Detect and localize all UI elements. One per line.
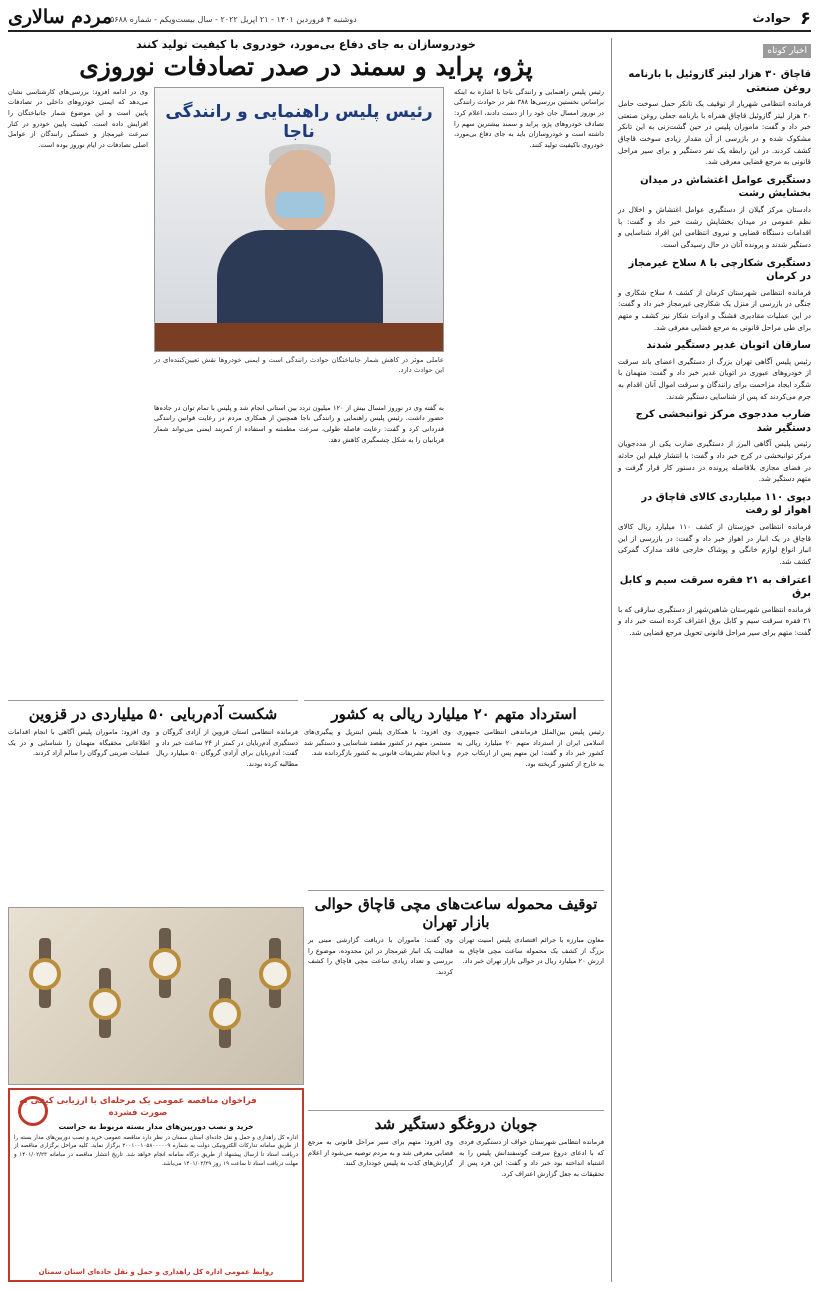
story-body: فرمانده انتظامی استان قزوین از آزادی گروگان و دستگیری آدم‌ربایان در کمتر از ۲۴ ساعت خبر داد و گفت: آدم‌ربایان برای آزادی گروگان ۵۰ میلیارد ریال مطالبه کرده بودند. <box>156 728 298 768</box>
story-body: وی افزود: متهم برای سیر مراحل قانونی به مرجع قضایی معرفی شد و به مردم توصیه می‌شود از اعلام گزارش‌های کذب به پلیس خودداری کنند. <box>308 1138 453 1168</box>
brief-title: دپوی ۱۱۰ میلیاردی کالای قاچاق در اهواز لو رفت <box>641 491 811 517</box>
news-briefs-column <box>611 38 811 1282</box>
brief-title: ضارب مددجوی مرکز توانبخشی کرج دستگیر شد <box>635 409 811 434</box>
lead-body-a: رئیس پلیس راهنمایی و رانندگی ناجا با اشاره به اینکه براساس نخستین بررسی‌ها ۳۸۸ نفر در حوادث رانندگی در نوروز امسال جان خود را از دست دادند، اعلام کرد: تصادف خودروهای پژو، پراید و سمند بیشترین سهم را داشته است و خودروسازان باید به جای دفاع بی‌مورد، خودروی باکیفیت تولید کنند. <box>454 87 604 150</box>
organization-logo-icon <box>18 1096 48 1126</box>
story-title: استرداد متهم ۲۰ میلیارد ریالی به کشور <box>331 705 577 723</box>
photo-mask-shape <box>275 192 325 218</box>
lead-photo <box>154 87 444 352</box>
photo-desk-shape <box>155 323 443 351</box>
brief-body: رئیس پلیس آگاهی البرز از دستگیری ضارب یکی از مددجویان مرکز توانبخشی در کرج خبر داد و گفت: با انتشار فیلم این حادثه در فضای مجازی بلافاصله پرونده در دستور کار قرار گرفت و متهم دستگیر شد. <box>618 439 811 484</box>
main-area <box>8 38 604 712</box>
lead-headline: پژو، پراید و سمند در صدر تصادفات نوروزی <box>79 52 533 81</box>
lead-caption: عاملی موثر در کاهش شمار جانباختگان حوادث رانندگی است و ایمنی خودروها نقش تعیین‌کننده‌ای در این حوادث دارد. <box>154 355 444 375</box>
tender-advertisement <box>8 1088 304 1282</box>
story-title: جوبان دروغگو دستگیر شد <box>374 1115 538 1133</box>
lead-kicker: خودروسازان به جای دفاع بی‌مورد، خودروی با کیفیت تولید کنند <box>136 38 476 51</box>
brief-title: اعتراف به ۲۱ فقره سرقت سیم و کابل برق <box>619 574 811 600</box>
lead-body-c: به گفته وی در نوروز امسال بیش از ۱۲۰ میلیون تردد بین استانی انجام شد و پلیس با تمام توان در جاده‌ها حضور داشت. رئیس پلیس راهنمایی و رانندگی ناجا همچنین از همکاری مردم در رعایت قوانین رانندگی قدردانی کرد و گفت: رعایت فاصله طولی، سرعت مطمئنه و استفاده از کمربند ایمنی می‌تواند شمار قربانیان را به شکل چشمگیری کاهش دهد. <box>154 403 444 444</box>
newspaper-logo: مردم سالاری <box>8 6 113 28</box>
brief-body: فرمانده انتظامی خوزستان از کشف ۱۱۰ میلیارد ریال کالای قاچاق در یک انبار در اهواز خبر داد و گفت: در بازرسی از این انبار انواع لوازم خانگی و پوشاک خارجی فاقد مدارک گمرکی کشف شد. <box>618 521 811 566</box>
ad-body: اداره کل راهداری و حمل و نقل جاده‌ای استان سمنان در نظر دارد مناقصه عمومی خرید و نصب دوربین‌های مدار بسته را از طریق سامانه تدارکات الکترونیکی دولت به شماره ۲۰۰۱۰۰۱۰۵۸۰۰۰۰۰۹ برگزار نماید. کلیه مراحل برگزاری مناقصه از دریافت اسناد تا ارسال پیشنهاد از طریق درگاه سامانه انجام خواهد شد. تاریخ انتشار مناقصه در سامانه ۱۴۰۱/۰۲/۲۳ و مهلت دریافت اسناد تا ساعت ۱۹ روز ۱۴۰۱/۰۲/۲۹ می‌باشد. <box>14 1134 298 1167</box>
watch-icon <box>89 988 121 1020</box>
ad-subtitle: خرید و نصب دوربین‌های مدار بسته مربوط به حراست <box>58 1121 254 1131</box>
brief-body: فرمانده انتظامی شهریار از توقیف یک تانکر حمل سوخت حامل ۳۰ هزار لیتر گازوئیل قاچاق همراه با بارنامه جعلی روغن صنعتی خبر داد و گفت: ماموران پلیس در حین گشت‌زنی به این تانکر مشکوک شده و در بازرسی از آن مقدار زیادی سوخت قاچاق کشف کردند. در این رابطه یک نفر دستگیر و برای سیر مراحل قانونی به مرجع قضایی معرفی شد. <box>618 99 811 167</box>
brief-title: دستگیری شکارچی با ۸ سلاح غیرمجاز در کرمان <box>628 257 811 283</box>
brief-body: رئیس پلیس آگاهی تهران بزرگ از دستگیری اعضای باند سرقت از خودروهای عبوری در اتوبان غدیر خبر داد و گفت: متهمان با شگرد ایجاد مزاحمت برای رانندگان و سرقت اموال آنان اقدام به جرم می‌کردند که پس از شناسایی دستگیر شدند. <box>618 356 811 401</box>
brief-body: دادستان مرکز گیلان از دستگیری عوامل اغتشاش و اخلال در نظم عمومی در میدان بخشایش رشت خبر داد و گفت: با اقدامات دستگاه قضایی و نیروی انتظامی این افراد شناسایی و دستگیر شدند و پرونده آنان در حال رسیدگی است. <box>618 204 811 249</box>
brief-title: سارقان اتوبان غدیر دستگیر شدند <box>646 340 811 352</box>
section-name: حوادث <box>752 11 791 25</box>
date-line: دوشنبه ۴ فروردین ۱۴۰۱ - ۲۱ اپریل ۲۰۲۲ - سال بیست‌ویکم - شماره ۵۶۸۸ <box>110 15 357 24</box>
story-watches <box>308 890 604 977</box>
watches-photo <box>8 907 304 1085</box>
story-body: معاون مبارزه با جرائم اقتصادی پلیس امنیت تهران بزرگ از کشف یک محموله ساعت مچی قاچاق به ارزش ۲۰ میلیارد ریال در حوالی بازار تهران خبر داد. <box>459 936 604 966</box>
lead-story <box>8 87 604 712</box>
photo-head-shape <box>265 150 335 232</box>
story-body: فرمانده انتظامی شهرستان خواف از دستگیری فردی که با ادعای دروغ سرقت گوسفندانش پلیس را به اشتباه انداخته بود خبر داد و گفت: این فرد پس از تحقیقات به جعل گزارش اعتراف کرد. <box>459 1138 604 1178</box>
story-body: وی افزود: ماموران پلیس آگاهی با انجام اقدامات اطلاعاتی مخفیگاه متهمان را شناسایی و در یک عملیات ضربتی گروگان را سالم آزاد کردند. <box>8 728 150 758</box>
story-kidnap <box>8 700 298 769</box>
story-title: توقیف محموله ساعت‌های مچی قاچاق حوالی بازار تهران <box>314 895 598 931</box>
watch-icon <box>149 948 181 980</box>
ad-footer: روابط عمومی اداره کل راهداری و حمل و نقل جاده‌ای استان سمنان <box>38 1268 274 1276</box>
masthead <box>8 8 811 32</box>
story-body: رئیس پلیس بین‌الملل فرماندهی انتظامی جمهوری اسلامی ایران از استرداد متهم ۲۰ میلیارد ریالی به کشور خبر داد و گفت: این متهم پس از ارتکاب جرم به خارج از کشور گریخته بود. <box>457 728 604 768</box>
story-recovery <box>304 700 604 769</box>
watch-icon <box>259 958 291 990</box>
page-number: ۶ <box>800 8 811 29</box>
brief-title: دستگیری عوامل اغتشاش در میدان بخشایش رشت <box>640 174 811 200</box>
briefs-label: اخبار کوتاه <box>763 44 811 58</box>
story-shepherd <box>308 1110 604 1179</box>
story-body: وی گفت: ماموران با دریافت گزارشی مبنی بر فعالیت یک انبار غیرمجاز در این محدوده، موضوع را بررسی و تعداد زیادی ساعت مچی قاچاق را کشف کردند. <box>308 936 453 976</box>
photo-banner: رئیس پلیس راهنمایی و رانندگی ناجا <box>165 101 433 142</box>
brief-title: قاچاق ۳۰ هزار لیتر گازوئیل با بارنامه روغن صنعتی <box>628 69 811 94</box>
brief-body: فرمانده انتظامی شهرستان کرمان از کشف ۸ سلاح شکاری و جنگی در بازرسی از منزل یک شکارچی غیرمجاز خبر داد و گفت: در این عملیات مقادیری فشنگ و ادوات شکار نیز کشف و متهم برای طی مراحل قانونی به مرجع قضایی معرفی شد. <box>618 287 811 332</box>
story-body: وی افزود: با همکاری پلیس اینترپل و پیگیری‌های مستمر، متهم در کشور مقصد شناسایی و دستگیر شد و با انجام تشریفات قانونی به کشور بازگردانده شد. <box>304 728 451 758</box>
watch-icon <box>29 958 61 990</box>
story-title: شکست آدم‌ربایی ۵۰ میلیاردی در قزوین <box>28 705 278 723</box>
brief-body: فرمانده انتظامی شهرستان شاهین‌شهر از دستگیری سارقی که با ۲۱ فقره سرقت سیم و کابل برق اعتراف کرده است خبر داد و گفت: متهم برای سیر مراحل قانونی تحویل مرجع قضایی شد. <box>618 604 811 637</box>
lead-body-b: وی در ادامه افزود: بررسی‌های کارشناسی نشان می‌دهد که ایمنی خودروهای داخلی در تصادفات پایین است و این موضوع شمار جانباختگان را افزایش داده است. کیفیت پایین خودرو در کنار سرعت غیرمجاز و خستگی رانندگان از عوامل اصلی تصادفات در ایام نوروز بوده است. <box>8 87 148 150</box>
ad-title: فراخوان مناقصه عمومی یک مرحله‌ای با ارزیابی کیفی به صورت فشرده <box>19 1096 257 1118</box>
watch-icon <box>209 998 241 1030</box>
